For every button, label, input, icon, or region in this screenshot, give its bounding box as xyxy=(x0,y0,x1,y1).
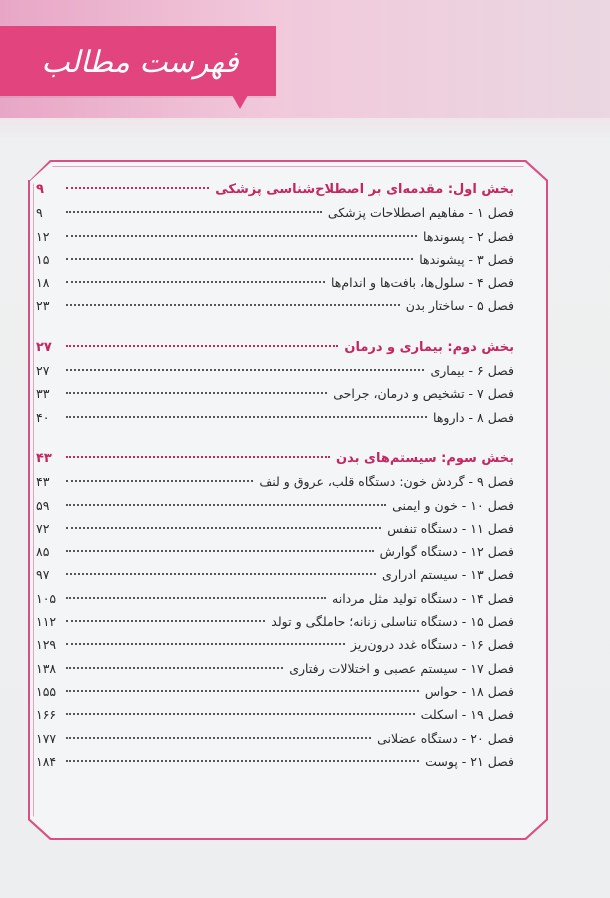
page-number: ۱۲۹ xyxy=(36,637,57,653)
chapter-entry-label: فصل ۱۱ - دستگاه تنفس xyxy=(387,520,514,536)
page-number: ۴۰ xyxy=(36,409,50,425)
page-number: ۹۷ xyxy=(36,567,50,583)
section-heading-label: بخش سوم: سیستم‌های بدن xyxy=(336,450,514,466)
page-number: ۱۸۴ xyxy=(36,753,57,769)
chapter-entry[interactable] xyxy=(36,610,514,633)
chapter-entry[interactable] xyxy=(36,680,514,703)
chapter-entry-label: فصل ۲ - پسوندها xyxy=(423,228,514,244)
section-heading[interactable] xyxy=(36,336,514,359)
chapter-entry[interactable] xyxy=(36,201,514,224)
chapter-entry-label: فصل ۱۵ - دستگاه تناسلی زنانه؛ حاملگی و تولد xyxy=(271,614,514,630)
dot-leader xyxy=(66,737,371,739)
dot-leader xyxy=(66,416,427,418)
dot-leader xyxy=(66,667,283,669)
dot-leader xyxy=(66,643,345,645)
chapter-entry[interactable] xyxy=(36,517,514,540)
page-number: ۱۵۵ xyxy=(36,683,57,699)
chapter-entry-label: فصل ۱۴ - دستگاه تولید مثل مردانه xyxy=(332,590,514,606)
page-number: ۸۵ xyxy=(36,544,50,560)
chapter-entry[interactable] xyxy=(36,382,514,405)
page-number: ۵۹ xyxy=(36,497,50,513)
chapter-entry[interactable] xyxy=(36,294,514,317)
chapter-entry[interactable] xyxy=(36,470,514,493)
dot-leader xyxy=(66,187,209,189)
chapter-entry-label: فصل ۱۹ - اسکلت xyxy=(420,707,514,723)
section-heading-label: بخش دوم: بیماری و درمان xyxy=(344,339,514,355)
page-number: ۱۲ xyxy=(36,228,50,244)
chapter-entry-label: فصل ۷ - تشخیص و درمان، جراحی xyxy=(333,386,514,402)
dot-leader xyxy=(66,690,419,692)
page-number: ۱۱۲ xyxy=(36,614,57,630)
dot-leader xyxy=(66,527,381,529)
chapter-entry[interactable] xyxy=(36,359,514,382)
chapter-entry[interactable] xyxy=(36,703,514,726)
toc-section xyxy=(36,336,514,429)
chapter-entry[interactable] xyxy=(36,225,514,248)
chapter-entry-label: فصل ۲۰ - دستگاه عضلانی xyxy=(377,730,514,746)
page-number: ۱۷۷ xyxy=(36,730,57,746)
toc-section xyxy=(36,447,514,773)
dot-leader xyxy=(66,504,386,506)
chapter-entry[interactable] xyxy=(36,563,514,586)
chapter-entry-label: فصل ۱۸ - حواس xyxy=(424,683,514,699)
chapter-entry-label: فصل ۱۰ - خون و ایمنی xyxy=(392,497,514,513)
page-number: ۲۳ xyxy=(36,298,50,314)
chapter-entry-label: فصل ۴ - سلول‌ها، بافت‌ها و اندام‌ها xyxy=(330,275,514,291)
dot-leader xyxy=(66,760,419,762)
chapter-entry[interactable] xyxy=(36,540,514,563)
dot-leader xyxy=(66,550,374,552)
page-number: ۱۸ xyxy=(36,275,50,291)
page-number: ۱۵ xyxy=(36,251,50,267)
page-number: ۳۳ xyxy=(36,386,50,402)
page-number: ۹ xyxy=(36,182,44,197)
dot-leader xyxy=(66,345,338,347)
chapter-entry-label: فصل ۹ - گردش خون: دستگاه قلب، عروق و لنف xyxy=(259,474,514,490)
chapter-entry-label: فصل ۲۱ - پوست xyxy=(425,753,514,769)
chapter-entry[interactable] xyxy=(36,271,514,294)
page-number: ۱۶۶ xyxy=(36,707,57,723)
page-number: ۲۷ xyxy=(36,339,52,355)
banner-tail xyxy=(232,95,248,109)
page-number: ۱۳۸ xyxy=(36,660,57,676)
chapter-entry-label: فصل ۱۳ - سیستم ادراری xyxy=(382,567,514,583)
chapter-entry[interactable] xyxy=(36,494,514,517)
chapter-entry[interactable] xyxy=(36,727,514,750)
toc-section xyxy=(36,178,514,318)
chapter-entry[interactable] xyxy=(36,406,514,429)
chapter-entry-label: فصل ۱ - مفاهیم اصطلاحات پزشکی xyxy=(327,205,514,221)
page-number: ۱۰۵ xyxy=(36,590,57,606)
page-title: فهرست مطالب xyxy=(41,45,239,80)
page-number: ۷۲ xyxy=(36,520,50,536)
dot-leader xyxy=(66,392,327,394)
chapter-entry-label: فصل ۸ - داروها xyxy=(433,409,514,425)
dot-leader xyxy=(66,597,326,599)
dot-leader xyxy=(66,235,417,237)
chapter-entry[interactable] xyxy=(36,633,514,656)
chapter-entry[interactable] xyxy=(36,657,514,680)
section-heading-label: بخش اول: مقدمه‌ای بر اصطلاح‌شناسی پزشکی xyxy=(215,182,514,197)
dot-leader xyxy=(66,456,330,458)
dot-leader xyxy=(66,304,400,306)
page-number: ۲۷ xyxy=(36,363,50,379)
dot-leader xyxy=(66,573,376,575)
dot-leader xyxy=(66,281,325,283)
chapter-entry-label: فصل ۱۶ - دستگاه غدد درون‌ریز xyxy=(350,637,514,653)
chapter-entry-label: فصل ۳ - پیشوندها xyxy=(419,251,514,267)
table-of-contents xyxy=(36,178,514,791)
page-number: ۴۳ xyxy=(36,474,50,490)
dot-leader xyxy=(66,713,415,715)
section-heading[interactable] xyxy=(36,178,514,201)
chapter-entry[interactable] xyxy=(36,248,514,271)
section-heading[interactable] xyxy=(36,447,514,470)
page-number: ۹ xyxy=(36,205,43,221)
chapter-entry[interactable] xyxy=(36,587,514,610)
dot-leader xyxy=(66,258,413,260)
page-number: ۴۳ xyxy=(36,450,52,466)
chapter-entry-label: فصل ۱۷ - سیستم عصبی و اختلالات رفتاری xyxy=(289,660,514,676)
chapter-entry-label: فصل ۵ - ساختار بدن xyxy=(405,298,514,314)
dot-leader xyxy=(66,620,265,622)
dot-leader xyxy=(66,211,322,213)
chapter-entry[interactable] xyxy=(36,750,514,773)
dot-leader xyxy=(66,369,424,371)
dot-leader xyxy=(66,480,253,482)
chapter-entry-label: فصل ۶ - بیماری xyxy=(430,363,514,379)
chapter-entry-label: فصل ۱۲ - دستگاه گوارش xyxy=(379,544,514,560)
